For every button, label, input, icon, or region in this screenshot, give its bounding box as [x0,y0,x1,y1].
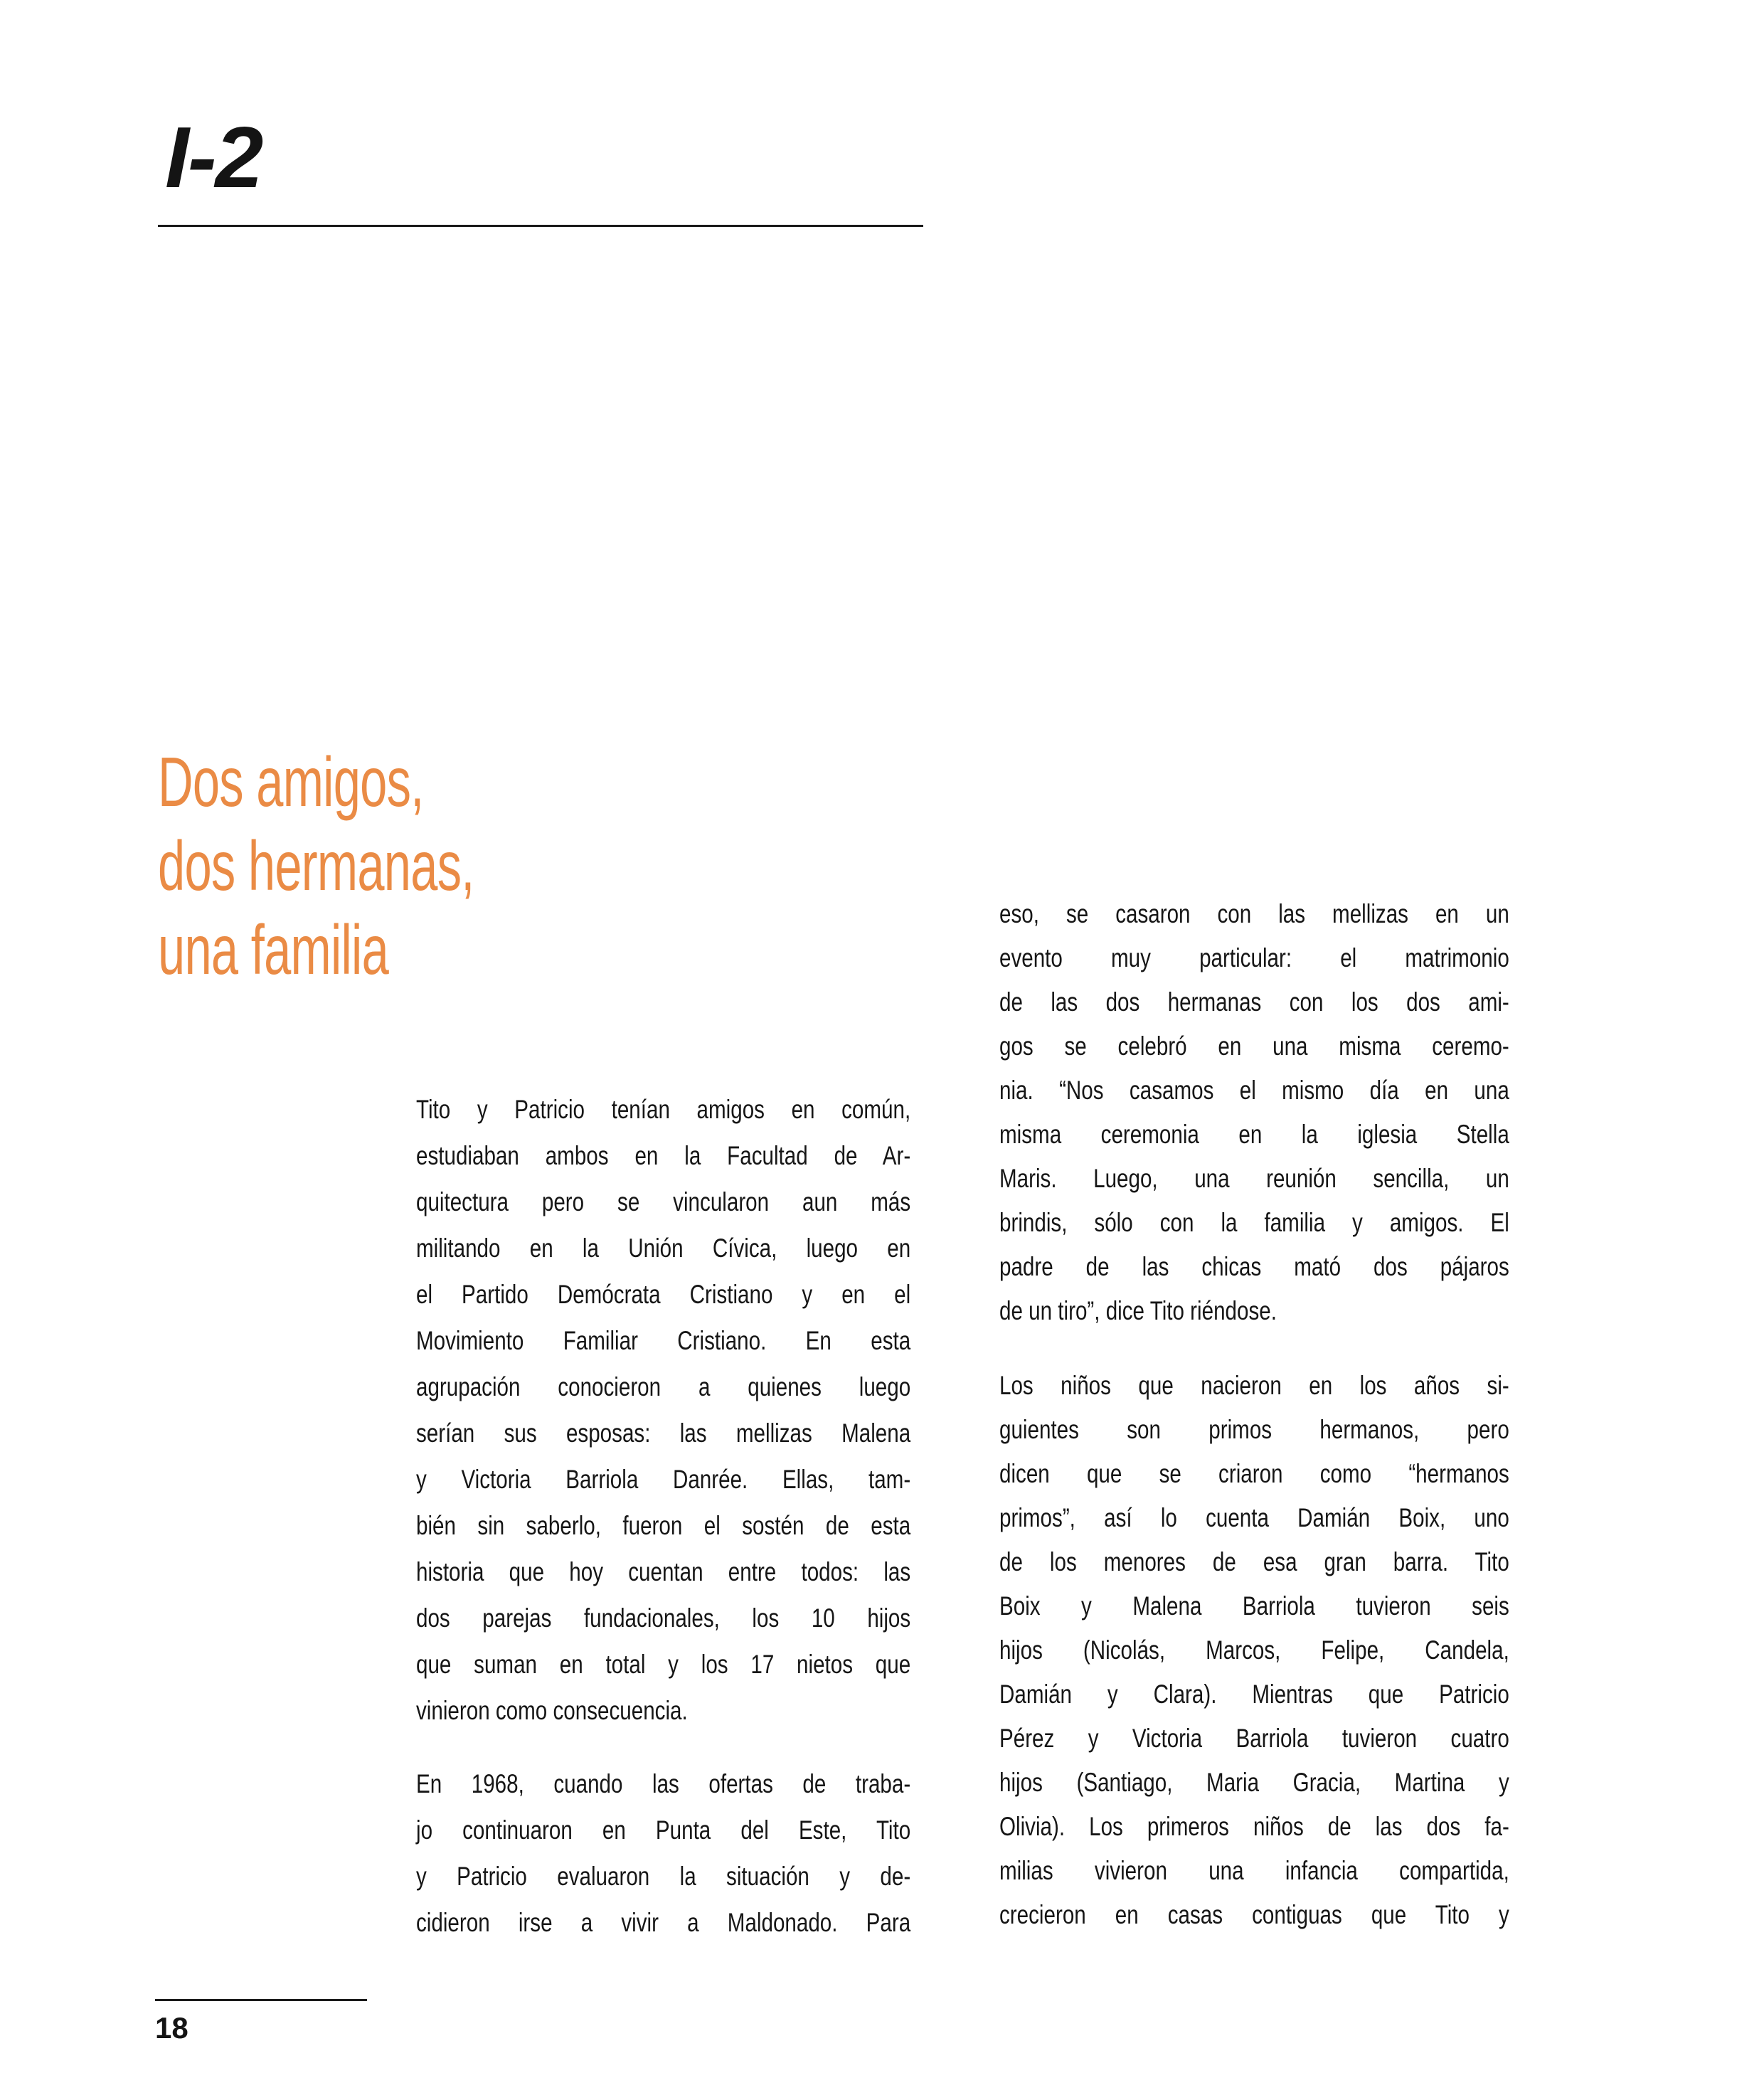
footer-rule [155,1999,367,2001]
text-line: de las dos hermanas con los dos ami- [999,987,1509,1017]
text-line: agrupación conocieron a quienes luego [416,1372,911,1401]
article-title [158,740,474,992]
left-column [416,1086,910,1946]
text-line: brindis, sólo con la familia y amigos. El [999,1208,1509,1237]
text-line: Pérez y Victoria Barriola tuvieron cuatro [999,1724,1509,1753]
text-line: bién sin saberlo, fueron el sostén de esta [416,1511,911,1540]
article-title-line-2: dos hermanas, [158,827,474,905]
text-line: nia. “Nos casamos el mismo día en una [999,1076,1509,1105]
text-line: Damián y Clara). Mientras que Patricio [999,1680,1509,1709]
header-rule [158,225,923,227]
text-line: historia que hoy cuentan entre todos: las [416,1557,911,1586]
right-column [999,892,1509,1937]
text-line: Maris. Luego, una reunión sencilla, un [999,1164,1509,1193]
left-paragraph-1 [416,1086,910,1734]
text-line: Movimiento Familiar Cristiano. En esta [416,1326,911,1355]
page-number: 18 [155,2011,188,2045]
text-line: milias vivieron una infancia compartida, [999,1856,1509,1885]
text-line: primos”, así lo cuenta Damián Boix, uno [999,1503,1509,1532]
text-line: gos se celebró en una misma ceremo- [999,1032,1509,1061]
text-line: vinieron como consecuencia. [416,1696,688,1725]
text-line: dicen que se criaron como “hermanos [999,1459,1509,1488]
text-line: de los menores de esa gran barra. Tito [999,1547,1509,1576]
text-line: y Victoria Barriola Danrée. Ellas, tam- [416,1465,911,1494]
text-line: el Partido Demócrata Cristiano y en el [416,1280,911,1309]
text-line: de un tiro”, dice Tito riéndose. [999,1296,1277,1325]
text-line: cidieron irse a vivir a Maldonado. Para [416,1908,911,1937]
text-line: guientes son primos hermanos, pero [999,1415,1509,1444]
chapter-label: I-2 [165,109,262,206]
text-line: Tito y Patricio tenían amigos en común, [416,1095,911,1124]
text-line: quitectura pero se vincularon aun más [416,1187,911,1216]
text-line: crecieron en casas contiguas que Tito y [999,1900,1509,1929]
text-line: evento muy particular: el matrimonio [999,943,1509,972]
text-line: eso, se casaron con las mellizas en un [999,899,1509,928]
text-line: serían sus esposas: las mellizas Malena [416,1418,911,1448]
text-line: misma ceremonia en la iglesia Stella [999,1120,1509,1149]
text-line: estudiaban ambos en la Facultad de Ar- [416,1141,911,1170]
text-line: hijos (Nicolás, Marcos, Felipe, Candela, [999,1635,1509,1665]
text-line: militando en la Unión Cívica, luego en [416,1234,911,1263]
article-title-line-3: una familia [158,911,389,989]
text-line: hijos (Santiago, Maria Gracia, Martina y [999,1768,1509,1797]
right-paragraph-2 [999,1364,1509,1937]
text-line: y Patricio evaluaron la situación y de- [416,1862,911,1891]
text-line: Olivia). Los primeros niños de las dos fa- [999,1812,1509,1841]
text-line: jo continuaron en Punta del Este, Tito [416,1815,911,1845]
text-line: que suman en total y los 17 nietos que [416,1650,911,1679]
right-paragraph-1 [999,892,1509,1333]
left-paragraph-2 [416,1761,910,1946]
article-title-line-1: Dos amigos, [158,743,424,821]
text-line: Boix y Malena Barriola tuvieron seis [999,1591,1509,1621]
text-line: Los niños que nacieron en los años si- [999,1371,1509,1400]
text-line: En 1968, cuando las ofertas de traba- [416,1769,911,1798]
text-line: padre de las chicas mató dos pájaros [999,1252,1509,1281]
text-line: dos parejas fundacionales, los 10 hijos [416,1603,911,1633]
